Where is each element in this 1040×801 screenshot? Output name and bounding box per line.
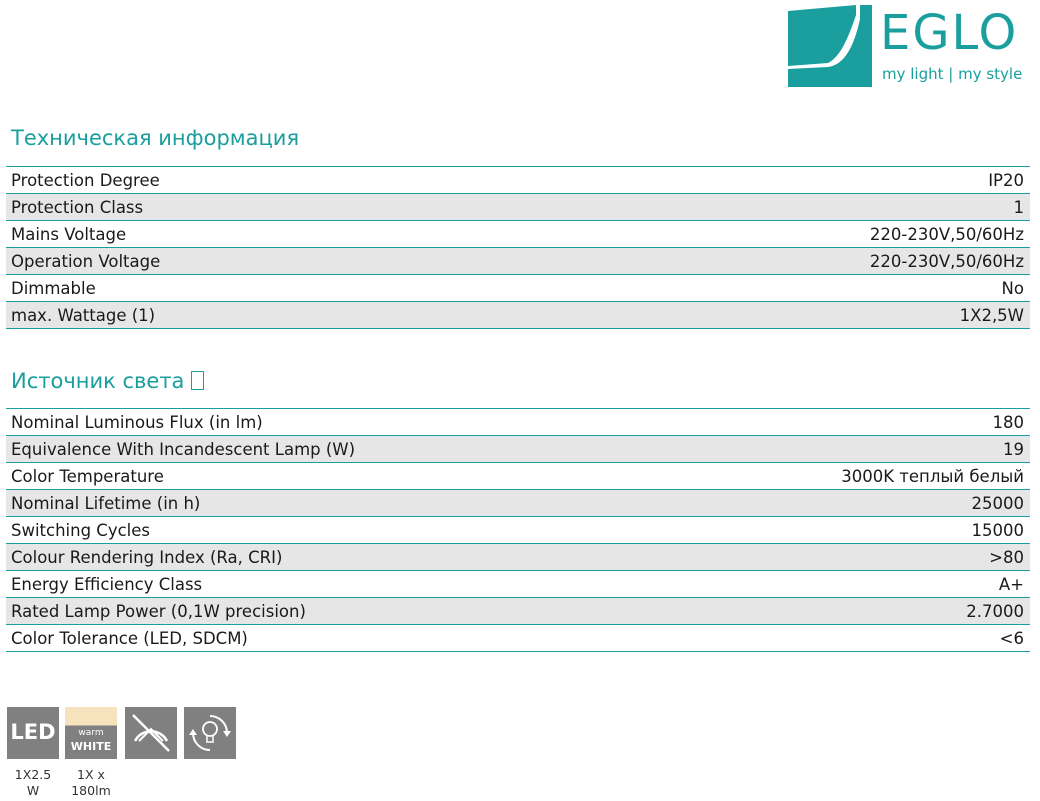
- row-value: >80: [989, 547, 1024, 567]
- row-label: Operation Voltage: [11, 251, 161, 271]
- row-value: <6: [999, 628, 1024, 648]
- row-value: 1X2,5W: [959, 305, 1024, 325]
- table-row: [6, 221, 1030, 248]
- light-source-table: [6, 408, 1030, 652]
- table-row: [6, 275, 1030, 302]
- row-label: Color Temperature: [11, 466, 164, 486]
- not-dimmable-symbol-icon: [125, 707, 177, 759]
- row-value: 220-230V,50/60Hz: [869, 251, 1024, 271]
- row-label: max. Wattage (1): [11, 305, 156, 325]
- technical-table: [6, 166, 1030, 329]
- led-icon: [7, 707, 59, 759]
- row-value: 1: [1013, 197, 1024, 217]
- table-row: [6, 408, 1030, 436]
- warm-white-caption-line1: 1X x: [77, 767, 105, 782]
- row-value: 3000K теплый белый: [841, 466, 1024, 486]
- table-row: [6, 544, 1030, 571]
- row-value: 25000: [971, 493, 1024, 513]
- placeholder-box-icon: [191, 371, 204, 390]
- table-row: [6, 436, 1030, 463]
- row-value: No: [1001, 278, 1024, 298]
- eglo-logo: [786, 5, 1036, 90]
- table-row: [6, 625, 1030, 652]
- warm-white-small-text: warm: [78, 728, 104, 738]
- table-row: [6, 166, 1030, 194]
- table-row: [6, 463, 1030, 490]
- row-value: 19: [1003, 439, 1024, 459]
- table-row: [6, 490, 1030, 517]
- row-value: IP20: [988, 170, 1024, 190]
- brand-tagline: my light | my style: [882, 65, 1023, 83]
- row-label: Colour Rendering Index (Ra, CRI): [11, 547, 283, 567]
- row-label: Equivalence With Incandescent Lamp (W): [11, 439, 356, 459]
- table-row: [6, 194, 1030, 221]
- led-caption-line2: W: [26, 783, 40, 798]
- row-value: 15000: [971, 520, 1024, 540]
- row-label: Mains Voltage: [11, 224, 127, 244]
- row-value: 180: [992, 412, 1024, 432]
- row-label: Rated Lamp Power (0,1W precision): [11, 601, 306, 621]
- row-label: Nominal Lifetime (in h): [11, 493, 201, 513]
- table-row: [6, 517, 1030, 544]
- warm-white-big-text: WHITE: [70, 740, 112, 753]
- row-label: Dimmable: [11, 278, 96, 298]
- led-caption-line1: 1X2.5: [14, 767, 52, 782]
- row-label: Switching Cycles: [11, 520, 151, 540]
- warm-white-caption-line2: 180lm: [71, 783, 111, 798]
- eglo-logo-mark-icon: [788, 5, 872, 87]
- switching-cycles-symbol-icon: [184, 707, 236, 759]
- table-row: [6, 248, 1030, 275]
- row-value: A+: [998, 574, 1024, 594]
- warm-white-caption: [61, 767, 121, 799]
- row-value: 2.7000: [966, 601, 1024, 621]
- brand-name: EGLO: [880, 5, 1019, 61]
- row-label: Color Tolerance (LED, SDCM): [11, 628, 248, 648]
- table-row: [6, 571, 1030, 598]
- section-title-text: Источник света: [11, 369, 192, 393]
- table-row: [6, 598, 1030, 625]
- led-caption: [3, 767, 63, 799]
- row-label: Protection Degree: [11, 170, 160, 190]
- section-title-technical: Техническая информация: [11, 126, 300, 150]
- row-label: Nominal Luminous Flux (in lm): [11, 412, 263, 432]
- switching-cycles-icon: [184, 707, 236, 759]
- row-label: Energy Efficiency Class: [11, 574, 203, 594]
- section-title-light-source: [11, 369, 204, 393]
- row-label: Protection Class: [11, 197, 144, 217]
- not-dimmable-icon: [125, 707, 177, 759]
- row-value: 220-230V,50/60Hz: [869, 224, 1024, 244]
- table-row: [6, 302, 1030, 329]
- warm-white-icon: [65, 707, 117, 759]
- led-icon-text: LED: [10, 720, 56, 744]
